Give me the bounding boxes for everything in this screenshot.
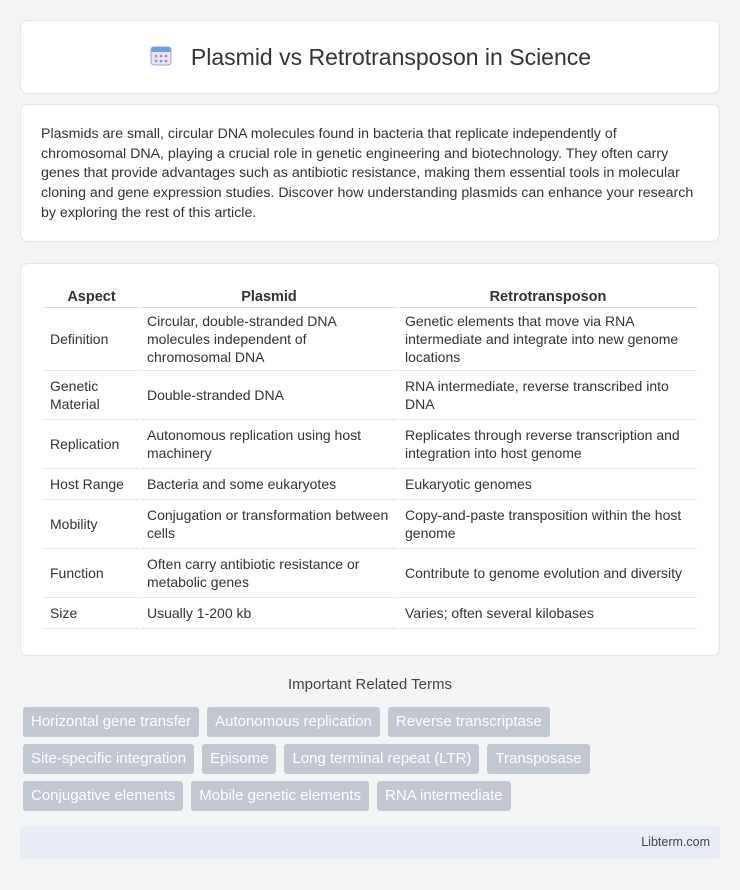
footer [20,826,720,859]
tag-row [23,707,723,737]
tag-row [23,781,723,811]
table-cell: Replication [44,420,139,469]
column-header: Aspect [44,286,139,308]
column-header: Plasmid [141,286,397,308]
table-row [44,371,697,420]
comparison-table [42,286,699,629]
related-terms-list [23,707,723,818]
table-cell: Varies; often several kilobases [399,598,697,629]
table-cell: Contribute to genome evolution and diversity [399,549,697,598]
related-term-tag[interactable]: Conjugative elements [23,781,183,811]
table-cell: Often carry antibiotic resistance or metabolic genes [141,549,397,598]
related-term-tag[interactable]: Horizontal gene transfer [23,707,199,737]
tag-row [23,744,723,774]
intro-card [20,104,720,242]
table-cell: RNA intermediate, reverse transcribed into DNA [399,371,697,420]
related-term-tag[interactable]: Transposase [487,744,589,774]
column-header: Retrotransposon [399,286,697,308]
related-term-tag[interactable]: Episome [202,744,276,774]
table-cell: Genetic Material [44,371,139,420]
table-row [44,598,697,629]
table-cell: Conjugation or transformation between cells [141,500,397,549]
page-title: Plasmid vs Retrotransposon in Science [190,43,592,70]
table-cell: Double-stranded DNA [141,371,397,420]
related-term-tag[interactable]: Long terminal repeat (LTR) [284,744,479,774]
comparison-table-card [20,263,720,656]
table-cell: Circular, double-stranded DNA molecules independent of chromosomal DNA [141,308,397,371]
table-cell: Function [44,549,139,598]
table-cell: Bacteria and some eukaryotes [141,469,397,500]
table-cell: Definition [44,308,139,371]
related-term-tag[interactable]: Autonomous replication [207,707,380,737]
table-cell: Copy-and-paste transposition within the host genome [399,500,697,549]
related-term-tag[interactable]: Mobile genetic elements [191,781,369,811]
table-cell: Eukaryotic genomes [399,469,697,500]
table-row [44,549,697,598]
table-cell: Host Range [44,469,139,500]
table-cell: Genetic elements that move via RNA intermediate and integrate into new genome locations [399,308,697,371]
table-cell: Size [44,598,139,629]
table-row [44,420,697,469]
related-terms-title: Important Related Terms [288,676,452,693]
intro-text: Plasmids are small, circular DNA molecules found in bacteria that replicate independently of chromosomal DNA, playing a crucial role in genetic engineering and biotechnology. They often carry genes that provide advantages such as antibiotic resistance, making them essential tools in molecular cloning and gene expression studies. Discover how understanding plasmids can enhance your research by exploring the rest of this article. [41,126,694,221]
table-cell: Mobility [44,500,139,549]
table-row [44,308,697,371]
table-cell: Replicates through reverse transcription and integration into host genome [399,420,697,469]
table-header-row [44,286,697,308]
related-term-tag[interactable]: RNA intermediate [377,781,511,811]
header-card [20,20,720,94]
related-term-tag[interactable]: Reverse transcriptase [388,707,550,737]
table-row [44,500,697,549]
related-term-tag[interactable]: Site-specific integration [23,744,194,774]
table-row [44,469,697,500]
table-cell: Usually 1-200 kb [141,598,397,629]
calendar-icon [149,43,173,72]
table-cell: Autonomous replication using host machinery [141,420,397,469]
footer-site-link[interactable]: Libterm.com [641,835,710,849]
